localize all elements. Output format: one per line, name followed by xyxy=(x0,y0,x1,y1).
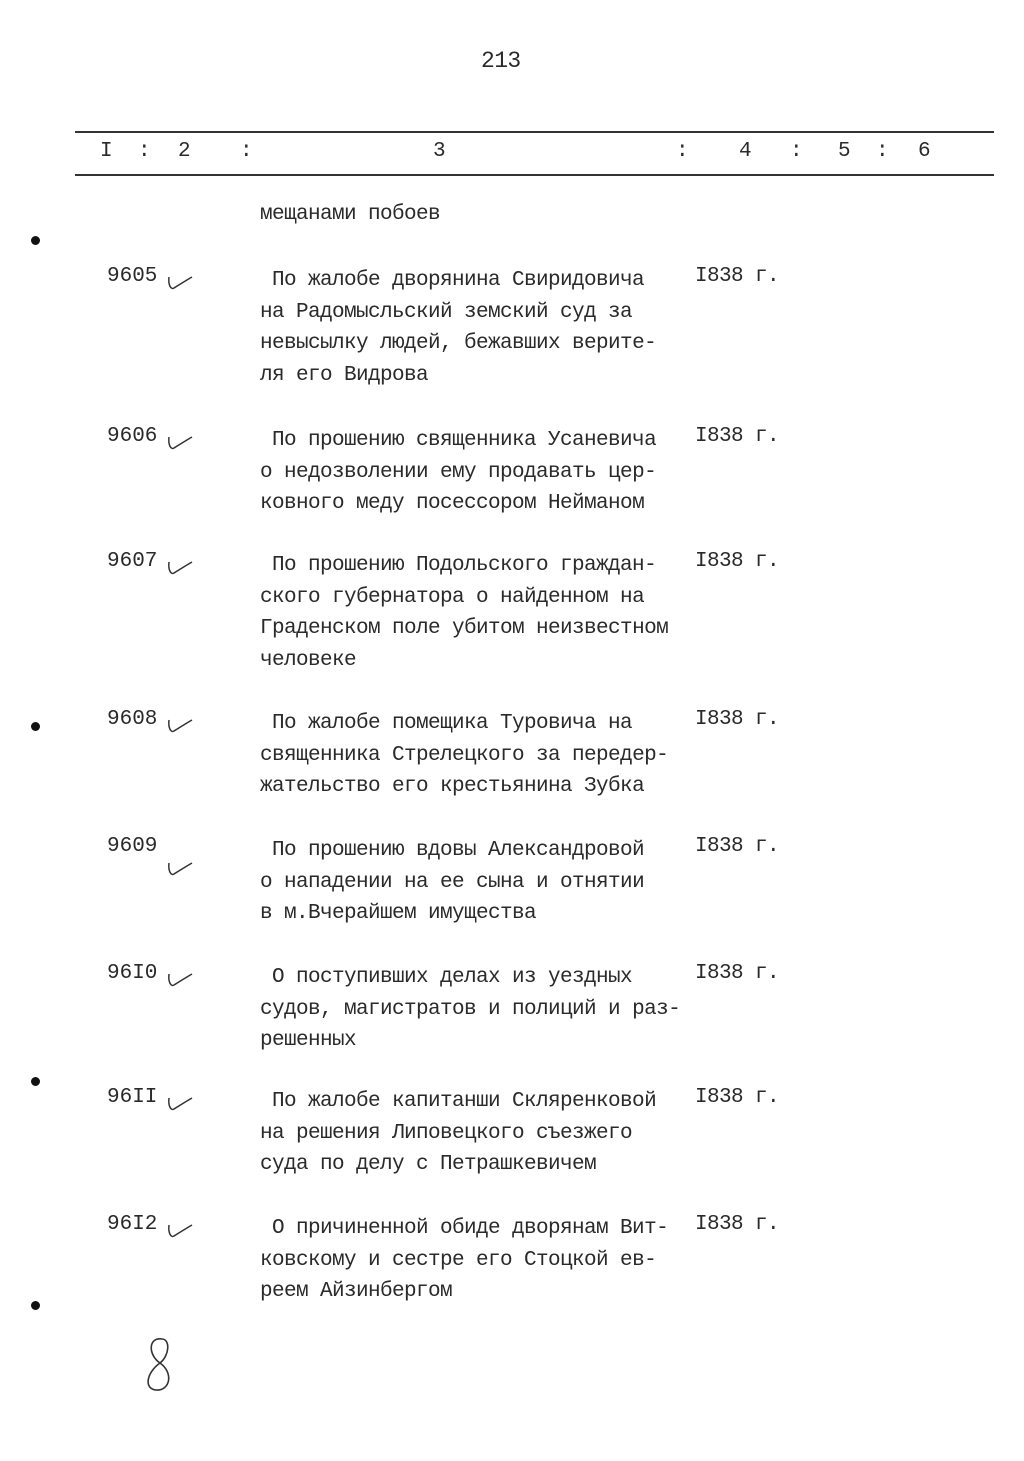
entry-line: человеке xyxy=(260,648,357,672)
entry-number: 9607 xyxy=(107,550,158,573)
entry-year: I838 г. xyxy=(695,265,780,288)
page-number: 213 xyxy=(481,48,521,74)
entry-line: суда по делу с Петрашкевичем xyxy=(260,1153,597,1176)
entry-line: реем Айзинбергом xyxy=(260,1280,453,1303)
entry-number: 9605 xyxy=(107,265,158,288)
checkmark-icon xyxy=(165,1219,195,1243)
entry-line: ковскому и сестре его Стоцкой ев- xyxy=(260,1248,657,1272)
punch-hole xyxy=(31,1301,40,1310)
entry-line: о недозволении ему продавать цер- xyxy=(260,460,657,484)
entry-line: О поступивших делах из уездных xyxy=(272,966,633,989)
entry-year: I838 г. xyxy=(695,1086,780,1109)
entry-line: на решения Липовецкого съезжего xyxy=(260,1121,633,1145)
column-3-header: 3 xyxy=(433,140,446,163)
entry-year: I838 г. xyxy=(695,708,780,731)
checkmark-icon xyxy=(165,1092,195,1116)
entry-number: 9609 xyxy=(107,835,158,858)
separator: : xyxy=(138,140,151,163)
column-5-header: 5 xyxy=(838,140,851,163)
continuation-text: мещанами побоев xyxy=(260,203,441,226)
entry-line: О причиненной обиде дворянам Вит- xyxy=(272,1217,669,1240)
entry-line: По жалобе помещика Туровича на xyxy=(272,712,633,735)
column-2-header: 2 xyxy=(178,140,191,163)
separator: : xyxy=(876,140,889,163)
entry-line: судов, магистратов и полиций и раз- xyxy=(260,997,681,1021)
entry-line: Граденском поле убитом неизвестном xyxy=(260,617,669,640)
checkmark-icon xyxy=(165,556,195,580)
entry-number: 9606 xyxy=(107,425,158,448)
entry-line: ковного меду посессором Нейманом xyxy=(260,492,645,515)
header-top-rule xyxy=(75,131,994,133)
entry-number: 96I2 xyxy=(107,1213,158,1236)
entry-line: в м.Вчерайшем имущества xyxy=(260,902,537,925)
entry-line: По жалобе дворянина Свиридовича xyxy=(272,269,645,292)
checkmark-icon xyxy=(165,714,195,738)
separator: : xyxy=(240,140,253,163)
entry-year: I838 г. xyxy=(695,835,780,858)
checkmark-icon xyxy=(165,271,195,295)
entry-year: I838 г. xyxy=(695,962,780,985)
entry-line: на Радомысльский земский суд за xyxy=(260,300,633,324)
column-1-header: I xyxy=(100,140,113,163)
entry-line: По жалобе капитанши Скляренковой xyxy=(272,1090,657,1113)
entry-description xyxy=(260,425,656,520)
entry-line: По прошению священника Усаневича xyxy=(272,429,657,452)
handwritten-note-8 xyxy=(140,1335,180,1395)
entry-description xyxy=(260,962,680,1057)
punch-hole xyxy=(31,722,40,731)
entry-number: 9608 xyxy=(107,708,158,731)
entry-line: решенных xyxy=(260,1029,357,1052)
separator: : xyxy=(676,140,689,163)
checkmark-icon xyxy=(165,857,195,881)
checkmark-icon xyxy=(165,968,195,992)
entry-description xyxy=(260,835,644,930)
checkmark-icon xyxy=(165,431,195,455)
entry-description xyxy=(260,550,668,676)
entry-year: I838 г. xyxy=(695,425,780,448)
entry-number: 96I0 xyxy=(107,962,158,985)
entry-line: ского губернатора о найденном на xyxy=(260,585,645,609)
entry-line: священника Стрелецкого за передер- xyxy=(260,743,669,767)
entry-line: жательство его крестьянина Зубка xyxy=(260,775,645,798)
entry-year: I838 г. xyxy=(695,1213,780,1236)
separator: : xyxy=(790,140,803,163)
entry-description xyxy=(260,1086,656,1181)
header-bottom-rule xyxy=(75,174,994,176)
entry-line: По прошению Подольского граждан- xyxy=(272,554,657,577)
entry-line: ля его Видрова xyxy=(260,363,429,387)
punch-hole xyxy=(31,236,40,245)
column-6-header: 6 xyxy=(918,140,931,163)
entry-number: 96II xyxy=(107,1086,158,1109)
column-4-header: 4 xyxy=(739,140,752,163)
entry-year: I838 г. xyxy=(695,550,780,573)
entry-line: о нападении на ее сына и отнятии xyxy=(260,870,645,894)
entry-line: невысылку людей, бежавших верите- xyxy=(260,332,657,355)
punch-hole xyxy=(31,1077,40,1086)
entry-description xyxy=(260,708,668,803)
entry-description xyxy=(260,1213,668,1308)
entry-line: По прошению вдовы Александровой xyxy=(272,839,645,862)
entry-description xyxy=(260,265,656,391)
